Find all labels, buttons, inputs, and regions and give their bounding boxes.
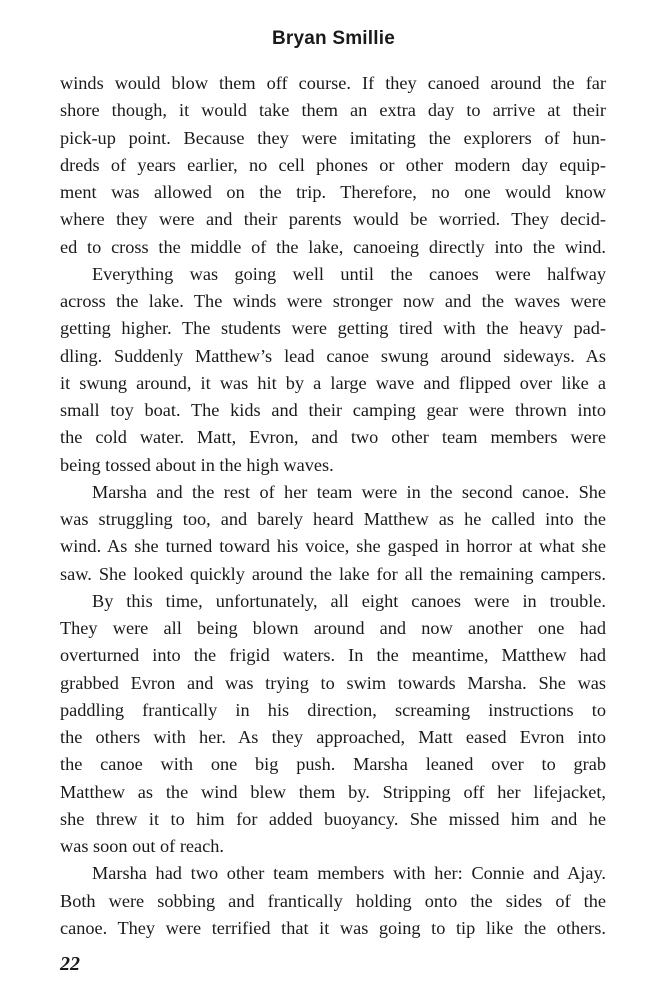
text-line: where they were and their parents would be worried. They decid- xyxy=(60,209,606,230)
text-line: wind. As she turned toward his voice, she gasped in horror at what she xyxy=(60,536,606,557)
text-line: across the lake. The winds were stronger now and the waves were xyxy=(60,291,606,311)
text-line: canoe. They were terrified that it was going to tip like the others. xyxy=(60,917,606,938)
text-line: dling. Suddenly Matthew’s lead canoe swung around sideways. As xyxy=(60,345,606,366)
paragraph-1 xyxy=(60,70,606,261)
text-line: being tossed about in the high waves. xyxy=(60,454,334,475)
text-line: Both were sobbing and frantically holding onto the sides of the xyxy=(60,890,606,911)
running-head-author: Bryan Smillie xyxy=(272,28,395,49)
body-text xyxy=(60,70,606,942)
text-line: the cold water. Matt, Evron, and two other team members were xyxy=(60,427,606,448)
text-line: ed to cross the middle of the lake, canoeing directly into the wind. xyxy=(60,236,606,257)
text-line: Marsha had two other team members with her: Connie and Ajay. xyxy=(92,863,606,884)
text-line: the others with her. As they approached, Matt eased Evron into xyxy=(60,727,606,747)
text-line: getting higher. The students were getting tired with the heavy pad- xyxy=(60,318,606,339)
text-line: Everything was going well until the canoes were halfway xyxy=(92,263,606,284)
text-line: shore though, it would take them an extra day to arrive at their xyxy=(60,100,606,121)
text-line: By this time, unfortunately, all eight canoes were in trouble. xyxy=(92,590,606,611)
text-line: saw. She looked quickly around the lake for all the remaining campers. xyxy=(60,563,606,584)
text-line: paddling frantically in his direction, screaming instructions to xyxy=(60,699,606,720)
paragraph-2 xyxy=(60,261,606,479)
text-line: it swung around, it was hit by a large wave and flipped over like a xyxy=(60,372,606,393)
paragraph-4 xyxy=(60,588,606,861)
text-line: ment was allowed on the trip. Therefore, no one would know xyxy=(60,182,606,202)
text-line: Marsha and the rest of her team were in the second canoe. She xyxy=(92,481,606,502)
text-line: the canoe with one big push. Marsha leaned over to grab xyxy=(60,754,606,775)
text-line: dreds of years earlier, no cell phones or other modern day equip- xyxy=(60,154,606,175)
paragraph-3 xyxy=(60,479,606,588)
text-line: Matthew as the wind blew them by. Stripping off her lifejacket, xyxy=(60,781,606,802)
text-line: she threw it to him for added buoyancy. She missed him and he xyxy=(60,808,606,829)
text-line: They were all being blown around and now another one had xyxy=(60,618,606,638)
text-line: grabbed Evron and was trying to swim towards Marsha. She was xyxy=(60,672,606,693)
text-line: winds would blow them off course. If they canoed around the far xyxy=(60,73,606,93)
text-line: pick-up point. Because they were imitating the explorers of hun- xyxy=(60,127,606,148)
text-line: small toy boat. The kids and their camping gear were thrown into xyxy=(60,400,606,420)
text-line: was struggling too, and barely heard Matthew as he called into the xyxy=(60,509,606,529)
text-line: overturned into the frigid waters. In the meantime, Matthew had xyxy=(60,645,606,666)
text-line: was soon out of reach. xyxy=(60,836,224,856)
paragraph-5 xyxy=(60,860,606,942)
page-number: 22 xyxy=(60,953,80,975)
